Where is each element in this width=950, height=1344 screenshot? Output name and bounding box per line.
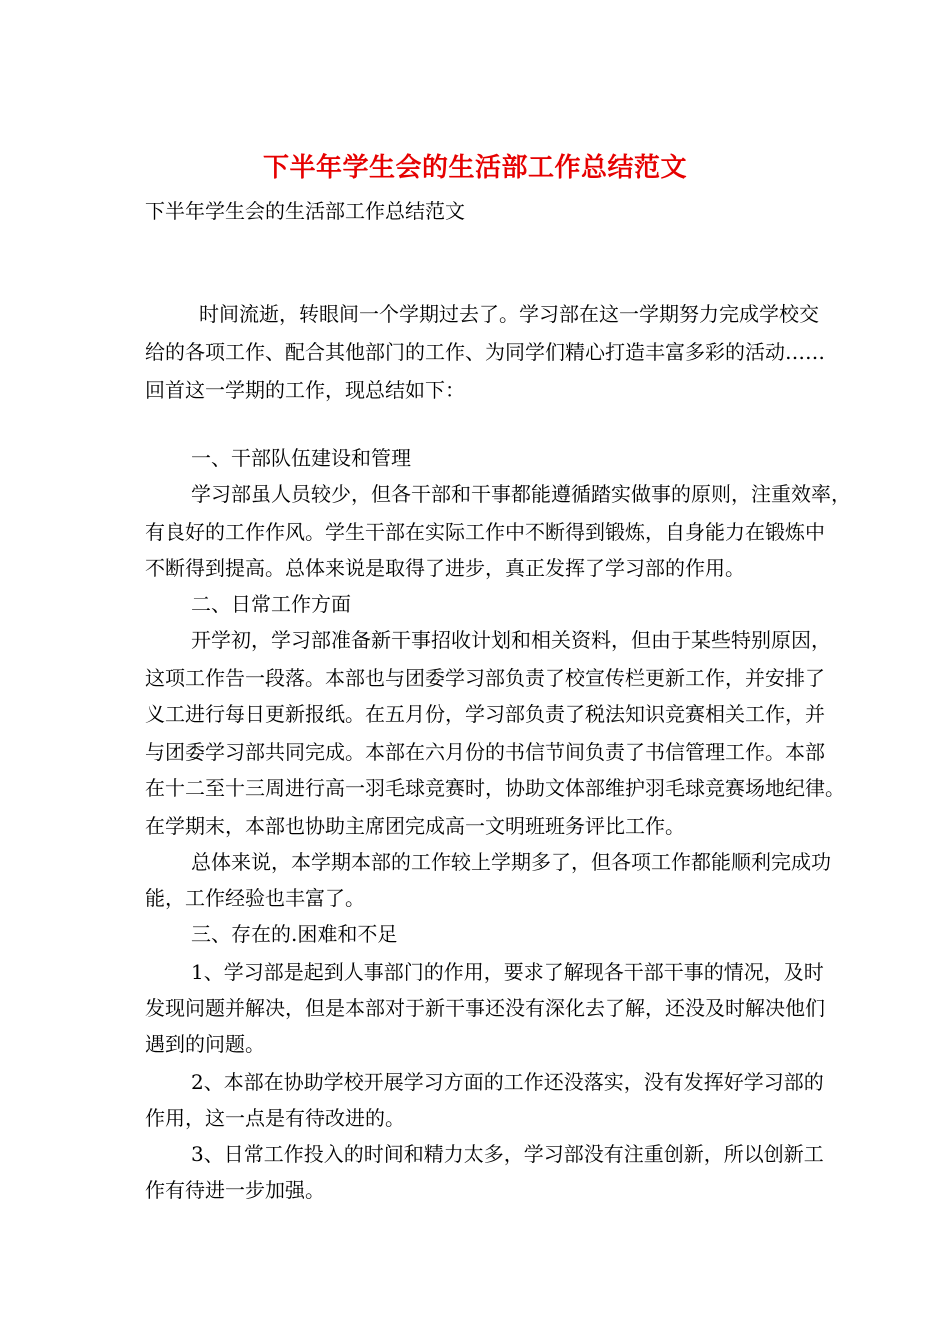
paragraph-line: 2、本部在协助学校开展学习方面的工作还没落实，没有发挥好学习部的	[191, 1070, 824, 1094]
paragraph-line: 在学期末，本部也协助主席团完成高一文明班班务评比工作。	[145, 814, 685, 838]
paragraph-line: 开学初，学习部准备新干事招收计划和相关资料，但由于某些特别原因，	[191, 628, 831, 652]
paragraph-line: 学习部虽人员较少，但各干部和干事都能遵循踏实做事的原则，注重效率，	[191, 482, 851, 506]
paragraph-line: 与团委学习部共同完成。本部在六月份的书信节间负责了书信管理工作。本部	[145, 740, 825, 764]
paragraph-line: 回首这一学期的工作，现总结如下：	[145, 378, 465, 402]
paragraph-line: 给的各项工作、配合其他部门的工作、为同学们精心打造丰富多彩的活动……	[145, 340, 825, 364]
paragraph-line: 能，工作经验也丰富了。	[145, 886, 365, 910]
paragraph-line: 作用，这一点是有待改进的。	[145, 1106, 405, 1130]
document-title: 下半年学生会的生活部工作总结范文	[262, 153, 687, 183]
section-heading: 三、存在的.困难和不足	[191, 922, 398, 946]
paragraph-line: 总体来说，本学期本部的工作较上学期多了，但各项工作都能顺利完成功	[191, 850, 831, 874]
paragraph-line: 3、日常工作投入的时间和精力太多，学习部没有注重创新，所以创新工	[191, 1142, 824, 1166]
paragraph-line: 1、学习部是起到人事部门的作用，要求了解现各干部干事的情况，及时	[191, 960, 824, 984]
paragraph-line: 这项工作告一段落。本部也与团委学习部负责了校宣传栏更新工作，并安排了	[145, 666, 825, 690]
paragraph-line: 作有待进一步加强。	[145, 1178, 325, 1202]
paragraph-line: 不断得到提高。总体来说是取得了进步，真正发挥了学习部的作用。	[145, 556, 745, 580]
paragraph-line: 有良好的工作作风。学生干部在实际工作中不断得到锻炼，自身能力在锻炼中	[145, 520, 825, 544]
paragraph-line: 遇到的问题。	[145, 1032, 265, 1056]
paragraph-line: 时间流逝，转眼间一个学期过去了。学习部在这一学期努力完成学校交	[199, 302, 819, 326]
paragraph-line: 义工进行每日更新报纸。在五月份，学习部负责了税法知识竞赛相关工作，并	[145, 702, 825, 726]
section-heading: 一、干部队伍建设和管理	[191, 446, 411, 470]
paragraph-line: 发现问题并解决，但是本部对于新干事还没有深化去了解，还没及时解决他们	[145, 996, 825, 1020]
section-heading: 二、日常工作方面	[191, 592, 351, 616]
paragraph-line: 在十二至十三周进行高一羽毛球竞赛时，协助文体部维护羽毛球竞赛场地纪律。	[145, 776, 845, 800]
document-subtitle: 下半年学生会的生活部工作总结范文	[145, 199, 465, 223]
